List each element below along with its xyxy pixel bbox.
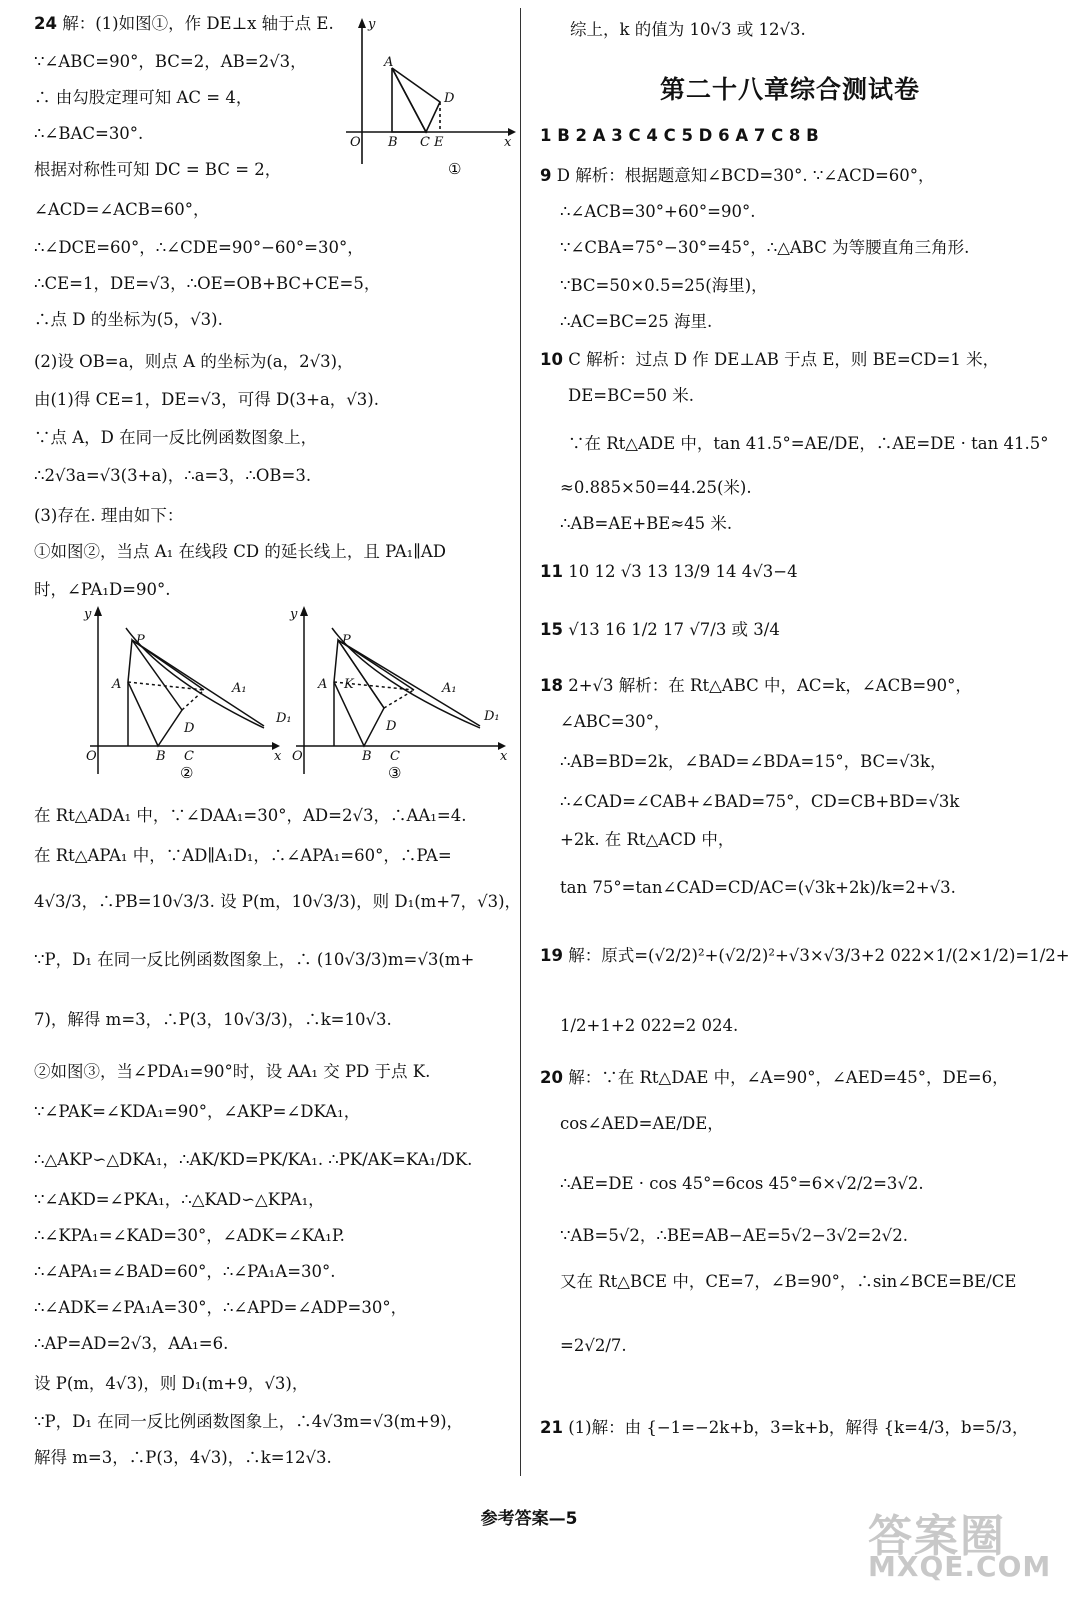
svg-text:C: C [184,749,194,764]
right-answer-line: ∴AE=DE · cos 45°=6cos 45°=6×√2/2=3√2. [560,1174,924,1193]
right-answer-line: 18 2+√3 解析：在 Rt△ABC 中，AC=k，∠ACB=90°， [540,676,972,695]
left-bottom-line: ∴∠APA₁=∠BAD=60°，∴∠PA₁A=30°. [34,1262,336,1281]
svg-text:y: y [290,607,298,622]
left-top-line: ∴2√3a=√3(3+a)，∴a=3，∴OB=3. [34,466,312,485]
left-top-line: 24 解：(1)如图①，作 DE⊥x 轴于点 E. [34,14,334,33]
left-top-line: ∵点 A，D 在同一反比例函数图象上， [34,428,318,447]
left-top-line: ∴∠BAC=30°. [34,124,144,143]
right-answer-line: 10 C 解析：过点 D 作 DE⊥AB 于点 E，则 BE=CD=1 米， [540,350,1000,369]
fig3-caption: ③ [388,764,402,782]
right-answer-line: ∠ABC=30°， [560,712,671,731]
left-top-line: (2)设 OB=a，则点 A 的坐标为(a，2√3)， [34,352,354,371]
left-bottom-line: 在 Rt△ADA₁ 中，∵∠DAA₁=30°，AD=2√3，∴AA₁=4. [34,806,467,825]
right-answer-line: ∴∠ACB=30°+60°=90°. [560,202,756,221]
svg-text:D: D [184,721,195,736]
left-bottom-line: ∵∠AKD=∠PKA₁，∴△KAD∽△KPA₁， [34,1190,325,1209]
watermark [868,1500,1052,1583]
fig1-b-label: B [388,135,398,150]
left-bottom-line: ②如图③，当∠PDA₁=90°时，设 AA₁ 交 PD 于点 K. [34,1062,431,1081]
left-top-line: ∴ 由勾股定理可知 AC = 4， [34,88,253,107]
conclusion-line: 综上，k 的值为 10√3 或 12√3. [570,20,806,39]
left-top-line: ∴CE=1，DE=√3，∴OE=OB+BC+CE=5， [34,274,381,293]
left-bottom-line: ∴∠KPA₁=∠KAD=30°，∠ADK=∠KA₁P. [34,1226,345,1245]
svg-text:P: P [136,633,145,648]
left-top-line: ∴∠DCE=60°，∴∠CDE=90°−60°=30°， [34,238,364,257]
figure-2 [84,604,292,782]
svg-text:K: K [344,677,354,692]
right-answer-line: ∴AB=AE+BE≈45 米. [560,514,733,533]
right-answer-line: cos∠AED=AE/DE， [560,1114,724,1133]
svg-text:P: P [342,633,351,648]
svg-text:B: B [156,749,166,764]
right-answer-line: ∵BC=50×0.5=25(海里)， [560,276,768,295]
svg-text:y: y [84,607,92,622]
right-answer-line: 21 (1)解：由 {−1=−2k+b，3=k+b，解得 {k=4/3，b=5/3， [540,1418,1029,1437]
watermark-sub: MXQE.COM [868,1550,1052,1583]
svg-text:D₁: D₁ [276,711,292,726]
svg-text:C: C [390,749,400,764]
left-bottom-line: 4√3/3，∴PB=10√3/3. 设 P(m，10√3/3)，则 D₁(m+7，√3)， [34,892,522,911]
right-answer-line: DE=BC=50 米. [568,386,694,405]
left-bottom-line: 解得 m=3，∴P(3，4√3)，∴k=12√3. [34,1448,332,1467]
right-answer-line: =2√2/7. [560,1336,627,1355]
left-top-line: ∵∠ABC=90°，BC=2，AB=2√3， [34,52,307,71]
svg-text:D: D [386,719,397,734]
right-answer-line: ∴∠CAD=∠CAB+∠BAD=75°，CD=CB+BD=√3k [560,792,960,811]
right-answer-line: ∴AB=BD=2k，∠BAD=∠BDA=15°，BC=√3k， [560,752,947,771]
figure-1 [340,14,520,178]
left-top-line: 根据对称性可知 DC = BC = 2， [34,160,282,179]
right-answer-line: tan 75°=tan∠CAD=CD/AC=(√3k+2k)/k=2+√3. [560,878,956,897]
left-top-line: 由(1)得 CE=1，DE=√3，可得 D(3+a，√3). [34,390,379,409]
right-answer-line: 20 解：∵在 Rt△DAE 中，∠A=90°，∠AED=45°，DE=6， [540,1068,1009,1087]
fig1-y-label: y [368,17,376,32]
left-top-line: ∴点 D 的坐标为(5，√3). [34,310,223,329]
left-bottom-line: ∴AP=AD=2√3，AA₁=6. [34,1334,229,1353]
fig1-c-label: C [420,135,430,150]
svg-text:A: A [112,677,122,692]
figure-3 [290,604,514,780]
right-answer-line: 9 D 解析：根据题意知∠BCD=30°. ∵∠ACD=60°， [540,166,935,185]
left-top-line: (3)存在. 理由如下： [34,506,184,525]
left-bottom-line: ∴△AKP∽△DKA₁，∴AK/KD=PK/KA₁. ∴PK/AK=KA₁/DK. [34,1150,473,1169]
right-answer-line: +2k. 在 Rt△ACD 中， [560,830,735,849]
watermark-main: 答案圈 [868,1511,1006,1562]
right-answer-line: ∵AB=5√2，∴BE=AB−AE=5√2−3√2=2√2. [560,1226,908,1245]
fig1-caption: ① [448,160,462,178]
right-answer-line: 11 10 12 √3 13 13/9 14 4√3−4 [540,562,798,581]
fig1-a-label: A [384,55,394,70]
column-divider [520,8,521,1476]
right-answer-line: ≈0.885×50=44.25(米). [560,478,752,497]
right-answer-line: ∵在 Rt△ADE 中，tan 41.5°=AE/DE，∴AE=DE · tan 41.5° [568,434,1049,453]
left-top-line: 时，∠PA₁D=90°. [34,580,171,599]
left-bottom-line: ∵P，D₁ 在同一反比例函数图象上，∴4√3m=√3(m+9)， [34,1412,464,1431]
right-answer-line: 1/2+1+2 022=2 024. [560,1016,739,1035]
fig1-o-label: O [350,135,361,150]
left-bottom-line: ∵∠PAK=∠KDA₁=90°，∠AKP=∠DKA₁， [34,1102,361,1121]
page-footer: 参考答案—5 [480,1509,578,1529]
left-top-line: ①如图②，当点 A₁ 在线段 CD 的延长线上，且 PA₁∥AD [34,542,446,561]
svg-text:O: O [292,749,303,764]
svg-text:B: B [362,749,372,764]
left-bottom-line: ∵P，D₁ 在同一反比例函数图象上，∴ (10√3/3)m=√3(m+ [34,950,475,969]
svg-text:x: x [274,749,282,764]
fig1-d-label: D [444,91,455,106]
svg-text:D₁: D₁ [484,709,500,724]
fig1-x-label: x [504,135,512,150]
section-title: 第二十八章综合测试卷 [660,75,921,104]
svg-text:A: A [318,677,328,692]
left-top-line: ∠ACD=∠ACB=60°， [34,200,210,219]
left-bottom-line: 7)，解得 m=3，∴P(3，10√3/3)，∴k=10√3. [34,1010,392,1029]
svg-text:O: O [86,749,97,764]
left-bottom-line: ∴∠ADK=∠PA₁A=30°，∴∠APD=∠ADP=30°， [34,1298,408,1317]
right-answer-line: ∴AC=BC=25 海里. [560,312,713,331]
right-answer-line: 又在 Rt△BCE 中，CE=7，∠B=90°，∴sin∠BCE=BE/CE [560,1272,1017,1291]
left-bottom-line: 在 Rt△APA₁ 中，∵AD∥A₁D₁，∴∠APA₁=60°，∴PA= [34,846,452,865]
svg-text:A₁: A₁ [442,681,457,696]
svg-text:A₁: A₁ [232,681,247,696]
svg-text:x: x [500,749,508,764]
fig1-e-label: E [434,135,444,150]
left-bottom-line: 设 P(m，4√3)，则 D₁(m+9，√3)， [34,1374,309,1393]
right-answer-line: 19 解：原式=(√2/2)²+(√2/2)²+√3×√3/3+2 022×1/(2×1/2)=1/2+ [540,946,1070,965]
fig2-caption: ② [180,764,194,782]
right-answer-line: 15 √13 16 1/2 17 √7/3 或 3/4 [540,620,780,639]
right-answer-line: 1 B 2 A 3 C 4 C 5 D 6 A 7 C 8 B [540,126,819,145]
right-answer-line: ∵∠CBA=75°−30°=45°，∴△ABC 为等腰直角三角形. [560,238,970,257]
